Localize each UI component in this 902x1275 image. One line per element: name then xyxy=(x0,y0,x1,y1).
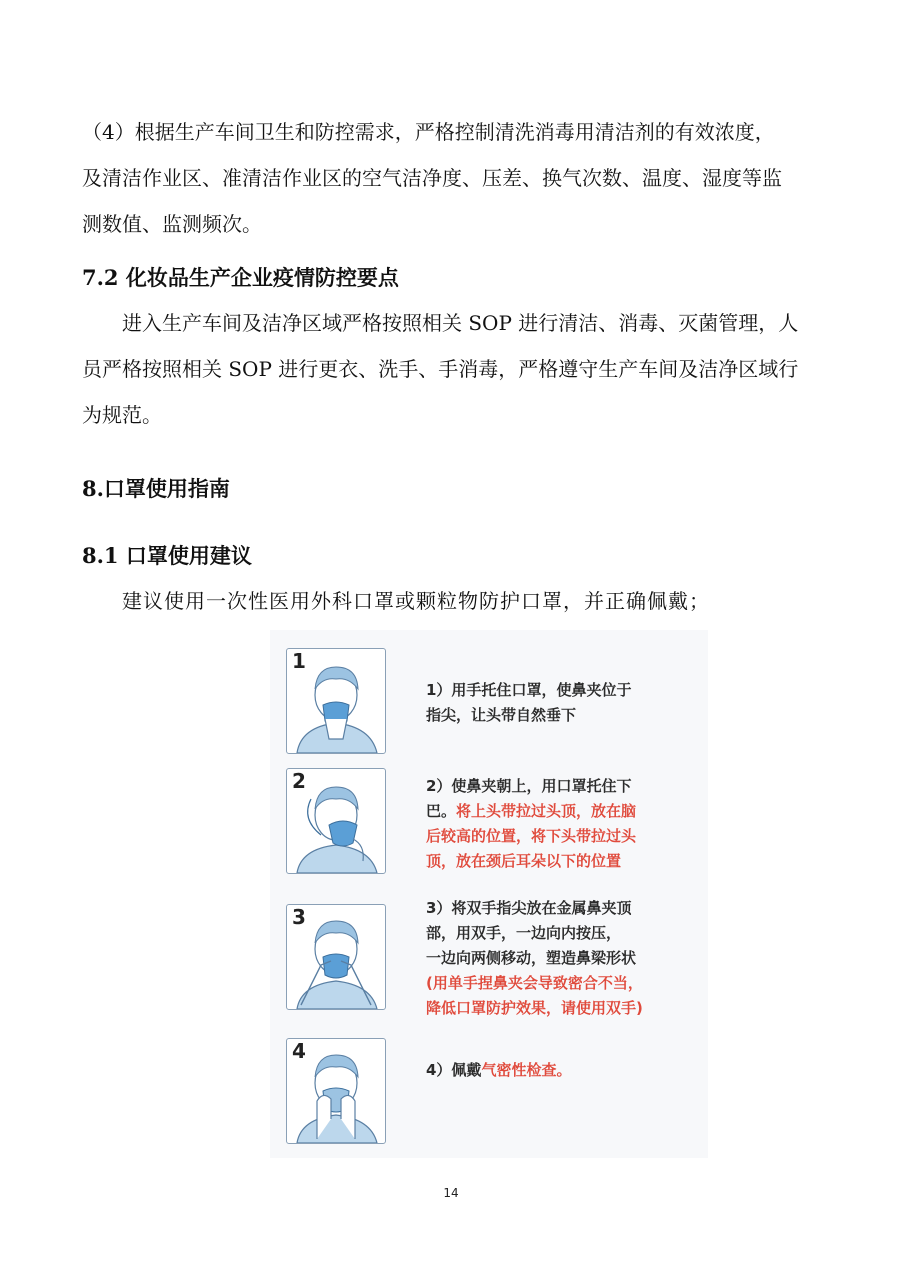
step-number: 4 xyxy=(292,1039,306,1063)
highlight-text: 将上头带拉过头顶，放在脑 xyxy=(456,802,637,820)
text-line: （4）根据生产车间卫生和防控需求，严格控制清洗消毒用清洁剂的有效浓度， xyxy=(82,120,775,144)
step-line: 3）将双手指尖放在金属鼻夹顶 xyxy=(426,899,632,917)
step-number: 1 xyxy=(292,649,306,673)
step-illustration-3 xyxy=(286,904,386,1010)
section-heading-7-2: 7.2 化妆品生产企业疫情防控要点 xyxy=(82,265,399,290)
text-line: 及清洁作业区、准清洁作业区的空气洁净度、压差、换气次数、温度、湿度等监 xyxy=(82,166,782,190)
text-line: 为规范。 xyxy=(82,403,162,427)
step-text xyxy=(426,1058,571,1083)
step-line: 指尖，让头带自然垂下 xyxy=(426,706,577,724)
step-illustration-2 xyxy=(286,768,386,874)
text-line: 员严格按照相关 SOP 进行更衣、洗手、手消毒，严格遵守生产车间及洁净区域行 xyxy=(82,357,799,381)
step-illustration-4 xyxy=(286,1038,386,1144)
paragraph-epidemic-control xyxy=(82,300,822,438)
step-line: 顶，放在颈后耳朵以下的位置 xyxy=(426,852,622,870)
step-text xyxy=(426,678,631,728)
mask-wearing-figure xyxy=(270,630,708,1158)
step-number: 2 xyxy=(292,769,306,793)
step-line: 后较高的位置，将下头带拉过头 xyxy=(426,827,637,845)
step-illustration-1 xyxy=(286,648,386,754)
step-line: 巴。将上头带拉过头顶，放在脑 xyxy=(426,802,637,820)
text-line: 测数值、监测频次。 xyxy=(82,212,262,236)
paragraph-cleaning-control xyxy=(82,109,822,247)
step-line: 1）用手托住口罩，使鼻夹位于 xyxy=(426,681,632,699)
step-line: 4）佩戴气密性检查。 xyxy=(426,1061,572,1079)
paragraph-mask-advice: 建议使用一次性医用外科口罩或颗粒物防护口罩，并正确佩戴； xyxy=(122,589,710,613)
step-line: (用单手捏鼻夹会导致密合不当， xyxy=(426,974,643,992)
highlight-text: 气密性检查。 xyxy=(481,1061,572,1079)
step-number: 3 xyxy=(292,905,306,929)
step-text xyxy=(426,896,643,1021)
page-number: 14 xyxy=(443,1186,459,1200)
step-line: 降低口罩防护效果，请使用双手) xyxy=(426,999,643,1017)
step-line: 部，用双手，一边向内按压， xyxy=(426,924,622,942)
text-line: 进入生产车间及洁净区域严格按照相关 SOP 进行清洁、消毒、灭菌管理，人 xyxy=(122,311,799,335)
step-text xyxy=(426,774,636,874)
section-heading-8: 8.口罩使用指南 xyxy=(82,476,230,501)
section-heading-8-1: 8.1 口罩使用建议 xyxy=(82,543,252,568)
step-line: 一边向两侧移动，塑造鼻梁形状 xyxy=(426,949,637,967)
step-line: 2）使鼻夹朝上，用口罩托住下 xyxy=(426,777,632,795)
